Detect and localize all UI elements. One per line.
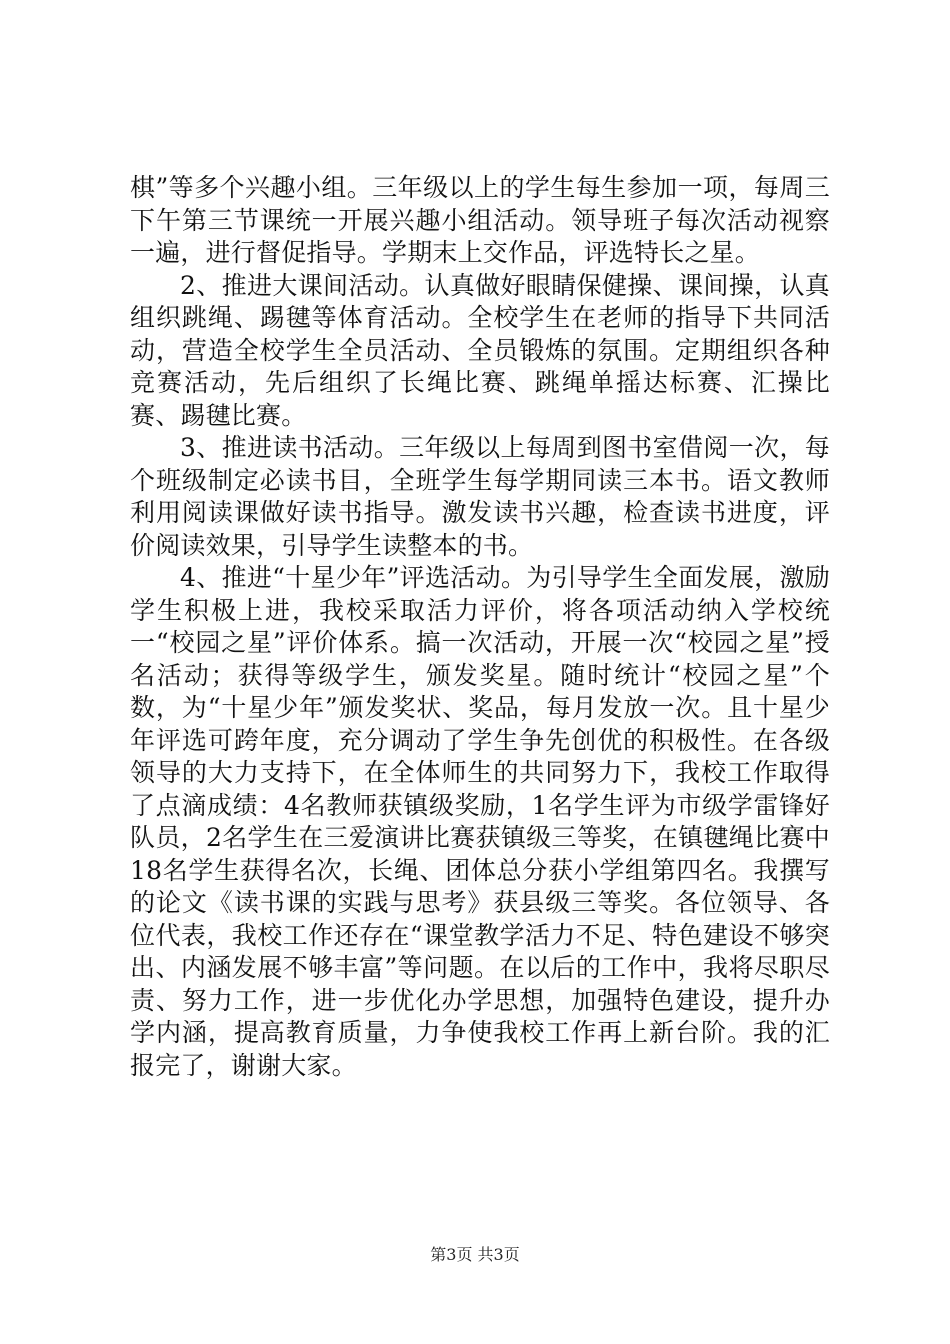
document-body [130, 172, 830, 1082]
page-footer: 第3页 共3页 [430, 1245, 520, 1264]
paragraph-continuation: 棋”等多个兴趣小组。三年级以上的学生每生参加一项，每周三下午第三节课统一开展兴趣小组活动。领导班子每次活动视察一遍，进行督促指导。学期末上交作品，评选特长之星。 [130, 173, 830, 267]
paragraph-break-activity: 2、推进大课间活动。认真做好眼睛保健操、课间操，认真组织跳绳、踢毽等体育活动。全校学生在老师的指导下共同活动，营造全校学生全员活动、全员锻炼的氛围。定期组织各种竞赛活动，先后组织了长绳比赛、跳绳单摇达标赛、汇操比赛、踢毽比赛。 [130, 270, 830, 430]
paragraph-reading-activity: 3、推进读书活动。三年级以上每周到图书室借阅一次，每个班级制定必读书目，全班学生每学期同读三本书。语文教师利用阅读课做好读书指导。激发读书兴趣，检查读书进度，评价阅读效果，引导学生读整本的书。 [130, 433, 830, 560]
paragraph-ten-star-activity: 4、推进“十星少年”评选活动。为引导学生全面发展，激励学生积极上进，我校采取活力评价，将各项活动纳入学校统一“校园之星”评价体系。搞一次活动，开展一次“校园之星”授名活动；获得等级学生，颁发奖星。随时统计“校园之星”个数，为“十星少年”颁发奖状、奖品，每月发放一次。且十星少年评选可跨年度，充分调动了学生争先创优的积极性。在各级领导的大力支持下，在全体师生的共同努力下，我校工作取得了点滴成绩：4名教师获镇级奖励，1名学生评为市级学雷锋好队员，2名学生在三爱演讲比赛获镇级三等奖，在镇毽绳比赛中18名学生获得名次，长绳、团体总分获小学组第四名。我撰写的论文《读书课的实践与思考》获县级三等奖。各位领导、各位代表，我校工作还存在“课堂教学活力不足、特色建设不够突出、内涵发展不够丰富”等问题。在以后的工作中，我将尽职尽责、努力工作，进一步优化办学思想，加强特色建设，提升办学内涵，提高教育质量，力争使我校工作再上新台阶。我的汇报完了，谢谢大家。 [130, 563, 830, 1080]
